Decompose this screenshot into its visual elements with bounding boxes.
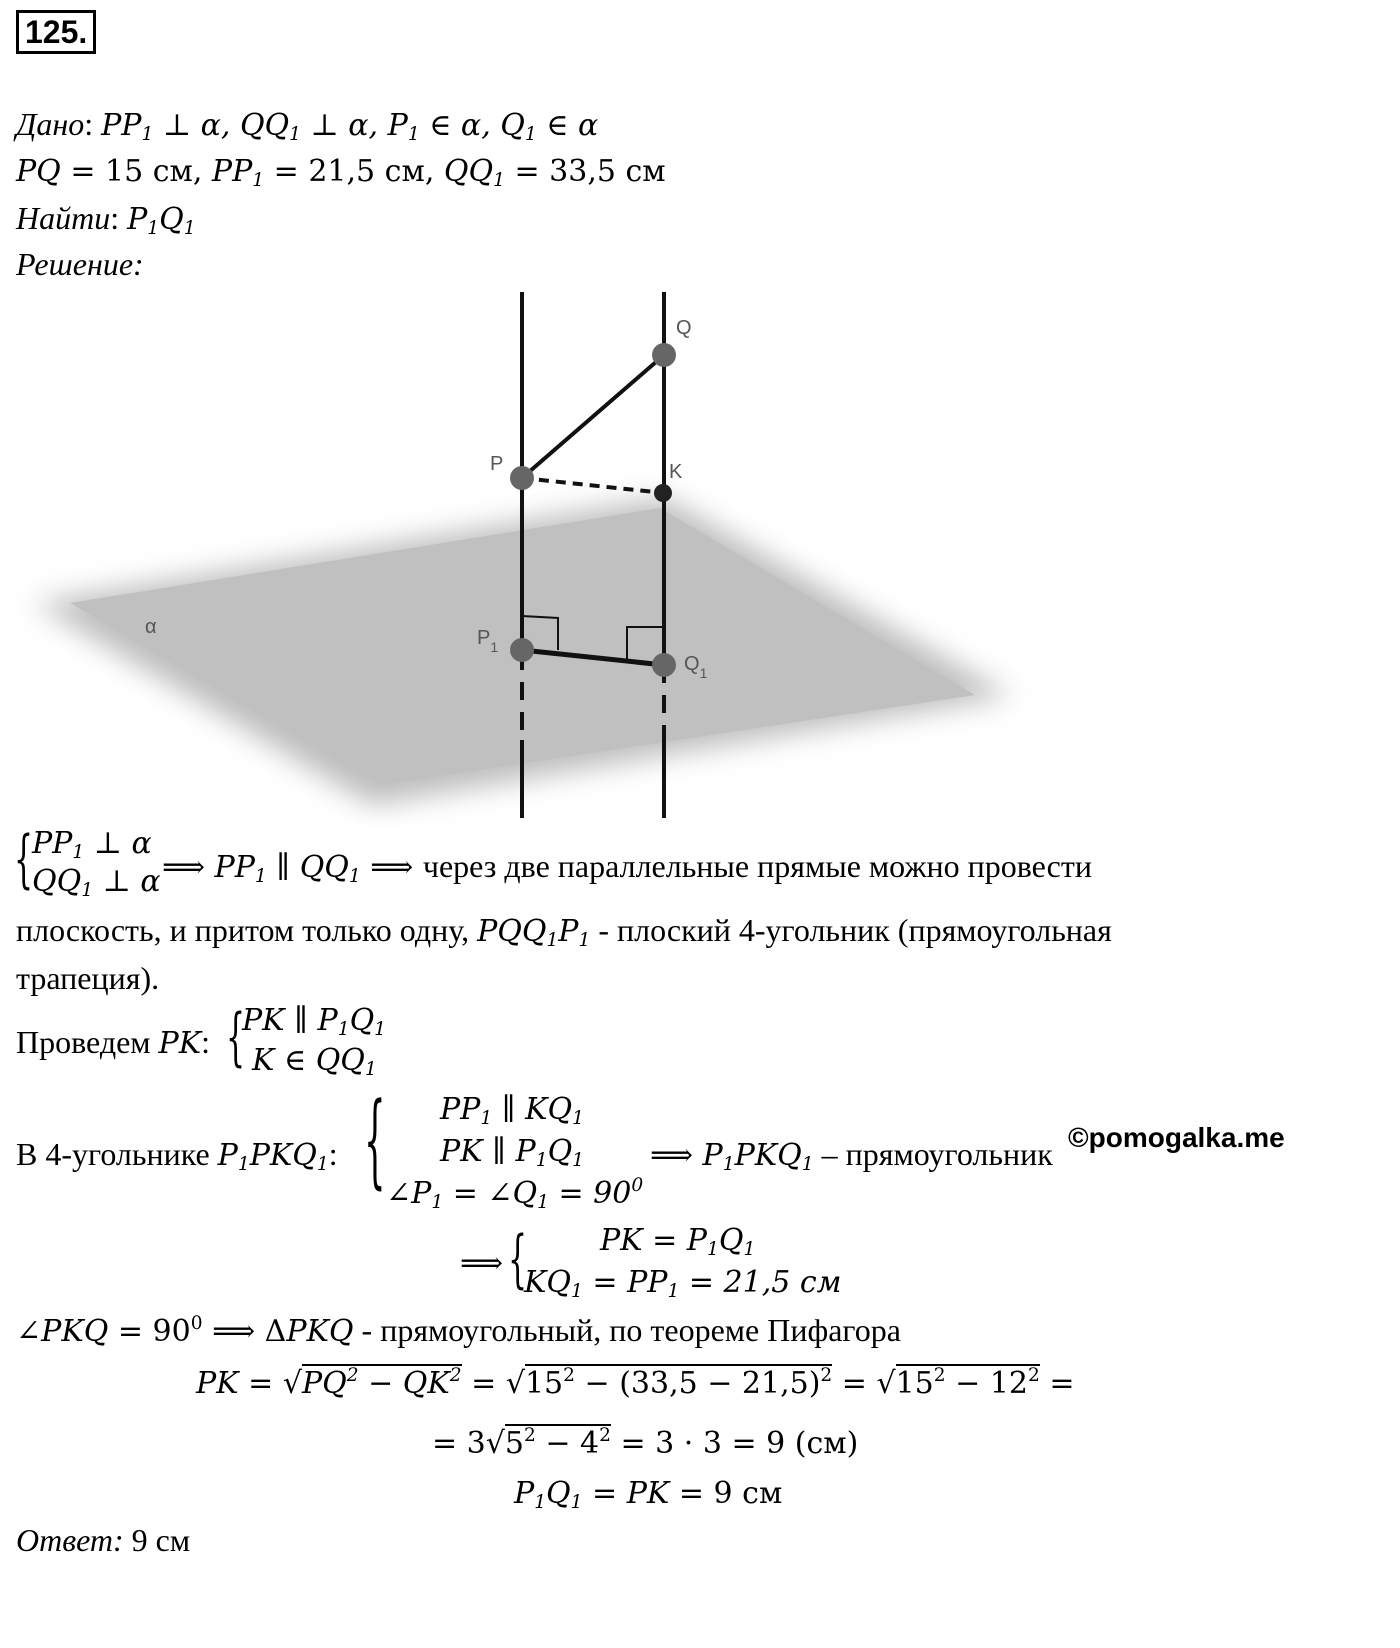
rectangle-line: ⟹ $P_1PKQ_1$ – прямоугольник [650,1136,1053,1176]
find-label: Найти [16,200,111,236]
pythagoras-line-2: = $3√5^2 - 4^2 = 3 \cdot 3 = 9$ (см) [432,1424,859,1461]
watermark: ©pomogalka.me [1068,1122,1285,1153]
system-2-row-2: K ∈ $QQ_1$ [252,1043,377,1081]
parallel-line: ⟹ $PP_1$ ∥ $QQ_1$ ⟹ через две параллельные прямые можно провести [162,848,1092,888]
label-k: K [669,461,683,483]
answer-label: Ответ: [16,1522,124,1558]
quad-line: В 4-угольнике $P_1PKQ_1$: [16,1136,338,1176]
segment-pk [522,478,664,493]
point-p [510,466,534,490]
point-q [652,343,676,367]
problem-number: 125. [16,10,96,54]
system-3-row-1: $PP_1$ ∥ $KQ_1$ [440,1092,584,1130]
result-line: $P_1Q_1$ = PK = 9 см [514,1476,783,1514]
pythagoras-line-1: PK = $√PQ^2 - QK^2 = √15^2 - (33,5 - 21,5)^2 = √15^2 - 12^2$ = [196,1364,1075,1401]
given-line-1: Дано: $PP_1$ ⊥ α, $QQ_1$ ⊥ α, $P_1$ ∈ α, $Q_1$ ∈ α [16,106,599,146]
system-3-row-2: PK ∥ $P_1Q_1$ [440,1134,585,1172]
label-q1: $Q_1$ [684,653,708,681]
brace-2: { [226,1002,246,1076]
brace-4: { [508,1224,528,1298]
implies-arrow: ⟹ [460,1246,504,1281]
trapezoid-line: трапеция). [16,960,160,996]
solution-label: Решение: [16,246,144,282]
answer-value: 9 см [131,1522,191,1558]
system-2-row-1: PK ∥ $P_1Q_1$ [242,1003,387,1041]
point-k [654,484,672,502]
label-p: P [490,453,504,475]
point-q1 [652,653,676,677]
label-p1: $P_1$ [477,627,499,655]
system-1-row-2: $QQ_1$ ⊥ α [32,864,161,902]
system-3-row-3: $\angle P_1$ = $\angle Q_1 = 90^0$ [386,1174,644,1214]
given-line-2: PQ = 15 см, $PP_1 = 21,5$ см, $QQ_1 = 33,5$ см [16,154,666,192]
answer-line [16,1520,190,1560]
draw-pk-line: Проведем PK: [16,1024,211,1061]
brace-1: { [14,824,34,898]
given-label: Дано [16,106,85,142]
geometry-figure [0,280,1060,825]
label-q: Q [676,317,692,339]
plane-line: плоскость, и притом только одну, $PQQ_1P_1$ - плоский 4-угольник (прямоугольная [16,912,1112,952]
system-4-row-1: PK = $P_1Q_1$ [600,1223,756,1261]
segment-pq [522,355,664,478]
right-triangle-line: ∠PKQ = $90^0$ ⟹ ΔPKQ - прямоугольный, по теореме Пифагора [16,1312,901,1349]
brace-3: { [364,1082,386,1202]
find-line: Найти: $P_1Q_1$ [16,200,196,240]
point-p1 [510,638,534,662]
system-1-row-1: $PP_1$ ⊥ α [32,826,152,864]
system-4-row-2: $KQ_1 = PP_1 = 21,5$ см [524,1265,842,1303]
plane-alpha-label: α [145,616,157,638]
